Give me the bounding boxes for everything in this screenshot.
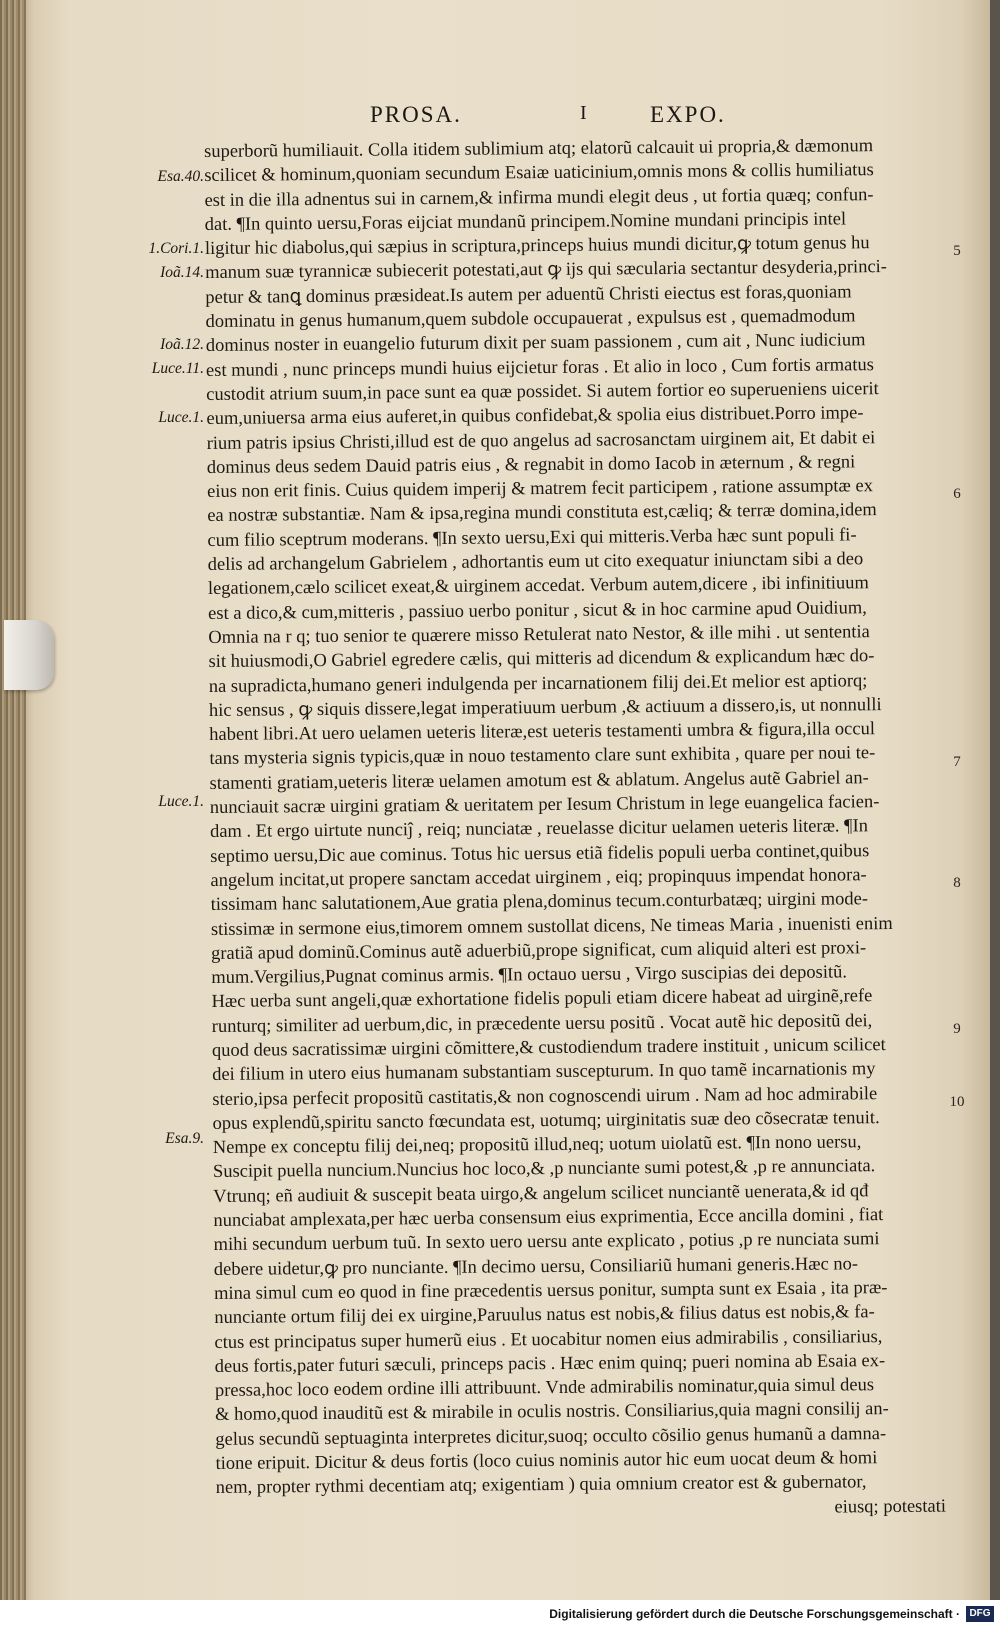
text-line: & homo,quod inauditũ est & mirabile in oculis nostris. Consiliarius,quia magni consilij an- <box>215 1399 889 1426</box>
verse-number: 5 <box>953 243 961 260</box>
text-line: pressa,hoc loco eodem ordine illi attribuunt. Vnde admirabilis nominatur,quia simul deus <box>214 1375 875 1402</box>
text-line: mum.Vergilius,Pugnat cominus armis. ¶In octauo uersu , Virgo suscipias dei depositũ. <box>211 962 848 989</box>
verse-number: 9 <box>953 1020 961 1037</box>
text-line: delis ad archangelum Gabrielem , adhortantis eum ut cito exequatur iniunctam sibi a deo <box>207 549 864 576</box>
text-line: nunciauit sacræ uirgini gratiam & ueritatem per Iesum Christum in lege euangelica facien- <box>209 792 880 818</box>
text-line: dei filium in utero eius humanam substantiam suscepturum. In quo tamẽ incarnationis my <box>212 1059 876 1086</box>
text-line: stamenti gratiam,ueteris literæ uelamen amotum est & ablatum. Angelus autẽ Gabriel an- <box>209 767 869 794</box>
header-right: EXPO. <box>650 102 726 127</box>
text-line: runturq; similiter ad uerbum,dic, in præcedente uersu positũ . Vocat autẽ hic depositũ dei, <box>211 1010 873 1037</box>
text-line: Suscipit puella nuncium.Nuncius hoc loco,& ,p nunciante sumi potest,& ,p re annunciata. <box>212 1156 876 1183</box>
text-line: mina simul cum eo quod in fine præcedentis uersus ponitur, sumpta sunt ex Esaia , ita præ- <box>213 1278 888 1304</box>
text-line: ctus est principatus super humerũ eius . Et uocabitur nomen eius admirabilis , consiliarius, <box>214 1326 883 1353</box>
text-line: dominus noster in euangelio futurum dixit per suam passionem , cum ait , Nunc iudicium <box>205 330 866 357</box>
text-line: eius non erit finis. Cuius quidem imperij & matrem fecit participem , ratione assumptæ ex <box>206 476 873 503</box>
text-line: dat. ¶In quinto uersu,Foras eijciat mundanũ principem.Nomine mundani principis intel <box>204 209 847 235</box>
marginal-citation: Luce.11. <box>151 360 204 378</box>
marginal-citation: 1.Cori.1. <box>148 240 204 258</box>
text-line: ea nostræ substantiæ. Nam & ipsa,regina mundi constituta est,cæliq; & terræ domina,idem <box>207 500 877 527</box>
text-line: na supradicta,humano generi indulgenda per incarnationem filij dei.Et melior est aptiorq; <box>208 670 868 697</box>
text-line: quod deus sacratissimæ uirgini cõmittere,& custodiendum tradere instituit , unicum scilicet <box>211 1035 886 1061</box>
text-line: hic sensus , ꝙ siquis dissere,legat imperatiuum uerbum ,& actiuum a dissero,is, ut nonnulli <box>208 694 882 721</box>
text-line: tans mysteria signis typicis,quæ in nouo testamento clare sunt exhibita , quare per noui te- <box>209 743 876 770</box>
text-line: est a dico,& cum,mitteris , passiuo uerbo ponitur , sicut & in hoc carmine apud Ouidium, <box>208 597 867 624</box>
text-line: ligitur hic diabolus,qui sæpius in scriptura,princeps huius mundi dicitur,ꝙ totum genus hu <box>204 233 870 260</box>
marginal-citation: Luce.1. <box>158 793 204 811</box>
text-line: rium patris ipsius Christi,illud est de quo angelus ad sacrosanctam uirginem ait, Et dabit ei <box>206 427 876 454</box>
bookmark-ribbon <box>4 620 54 690</box>
marginal-citation: Ioã.12. <box>160 336 204 354</box>
text-line: dominus deus sedem Dauid patris eius , & regnabit in domo Iacob in æternum , & regni <box>206 452 856 478</box>
text-line: debere uidetur,ꝙ pro nunciante. ¶In decimo uersu, Consiliariũ humani generis.Hæc no- <box>213 1253 859 1280</box>
marginal-citation: Luce.1. <box>158 408 204 426</box>
text-line: superborũ humiliauit. Colla itidem sublimium atq; elatorũ calcauit ui propria,& dæmonum <box>204 136 874 162</box>
text-line: cum filio sceptrum moderans. ¶In sexto uersu,Exi qui mitteris.Verba hæc sunt populi fi- <box>207 525 857 551</box>
text-line: tione eripuit. Dicitur & deus fortis (loco cuius nominis autor hic eum uocat deum & homi <box>215 1448 878 1474</box>
text-line: manum suæ tyrannicæ subiecerit potestati,aut ꝙ ijs qui sæcularia sectantur desyderia,princi- <box>205 257 888 284</box>
text-line: dominatu in genus humanum,quem subdole occupauerat , expulsus est , quemadmodum <box>205 306 856 333</box>
text-line: mihi secundum uerbum tuũ. In sexto uero uersu ante explicato , potius ,p re nunciata sumi <box>213 1229 880 1256</box>
text-line: dam . Et ergo uirtute nunciĵ , reiq; nunciatæ , reuelasse dicitur uelamen ueteris literæ. ¶In <box>209 816 869 843</box>
header-mid: I <box>580 102 589 124</box>
verse-number: 10 <box>949 1093 965 1110</box>
text-line: Nempe ex conceptu filij dei,neq; propositũ illud,neq; uotum uiolatũ est. ¶In nono uersu, <box>212 1132 862 1159</box>
footer-bar <box>0 1600 1000 1634</box>
text-line: sterio,ipsa perfecit propositũ castitatis,& non cognoscendi uirum . Nam ad hoc admirabile <box>212 1083 878 1110</box>
header-left: PROSA. <box>370 102 462 127</box>
text-line: legationem,cælo scilicet exeat,& uirginem accedat. Verbum autem,dicere , ibi infinitiuum <box>207 573 869 600</box>
dfg-logo: DFG <box>966 1606 994 1622</box>
text-line: nunciante ortum filij dei ex uirgine,Paruulus natus est nobis,& filius datus est nobis,& fa- <box>214 1302 875 1329</box>
text-line: stissimæ in sermone eius,timorem omnem sustollat dicens, Ne timeas Maria , inuenisti enim <box>210 913 893 940</box>
marginal-citation: Ioã.14. <box>160 264 204 282</box>
text-line: est mundi , nunc princeps mundi huius eijcietur foras . Et alio in loco , Cum fortis armatus <box>205 354 875 381</box>
marginal-citation: Esa.9. <box>165 1130 204 1148</box>
text-line: deus fortis,pater futuri sæculi, princeps pacis . Hæc enim quinq; pueri nomina ab Esaia ex- <box>214 1350 886 1377</box>
text-line: nem, propter rythmi decentiam atq; exigentiam ) quia omnium creator est & gubernator, <box>215 1472 867 1499</box>
text-line: custodit atrium suum,in pace sunt ea quæ possidet. Si autem fortior eo superueniens uicerit <box>206 379 879 405</box>
text-line: gratiã apud dominũ.Cominus autẽ aduerbiũ,prope significat, cum aliquid alteri est proxi- <box>211 938 867 964</box>
text-line: sit huiusmodi,O Gabriel egredere cælis, qui mitteris ad dicendum & explicandum hæc do- <box>208 646 875 673</box>
text-line: petur & tanꝗ dominus præsideat.Is autem per aduentũ Christi eiectus est foras,quoniam <box>205 282 852 308</box>
text-line: tissimam hanc salutationem,Aue gratia plena,dominus tecum.conturbatæq; uirgini mode- <box>210 889 869 916</box>
text-line: scilicet & hominum,quoniam secundum Esaiæ uaticinium,omnis mons & collis humiliatus <box>204 160 874 187</box>
text-line: habent libri.At uero uelamen ueteris literæ,est ueteris testamenti umbra & figura,illa occul <box>209 719 876 746</box>
marginal-citation: Esa.40. <box>157 168 204 186</box>
text-line: eum,uniuersa arma eius auferet,in quibus confidebat,& spolia eius distribuet.Porro impe- <box>206 403 864 430</box>
catchword: eiusq; potestati <box>834 1496 947 1518</box>
text-line: Hæc uerba sunt angeli,quæ exhortatione fidelis populi etiam dicere habeat ad uirginẽ,refe <box>211 986 873 1013</box>
text-line: nunciabat amplexata,per hæc uerba consensum eius exprimentia, Ecce ancilla domini , fiat <box>213 1205 884 1232</box>
text-line: angelum incitat,ut propere sanctam accedat uirginem , eiq; propinquus impendat honora- <box>210 865 867 891</box>
page-edge-stack <box>0 0 26 1600</box>
verse-number: 6 <box>953 486 961 503</box>
text-line: opus explendũ,spiritu sancto fœcundata est, uotumq; uirginitatis suæ deo cõsecratæ tenuit. <box>212 1108 880 1134</box>
text-line: Omnia na r q; tuo senior te quærere misso Retulerat nato Nestor, & ille mihi . ut sententia <box>208 622 870 648</box>
text-line: gelus secundũ septuaginta interpretes dicitur,suoq; occulto cõsilio genus humanũ a damna- <box>215 1423 887 1450</box>
running-header <box>370 102 750 132</box>
text-line: est in die illa adnentus sui in carnem,& infirma mundi elegit deus , ut fortia quæq; confun- <box>204 184 874 211</box>
text-line: Vtrunq; eñ audiuit & suscepit beata uirgo,& angelum scilicet nunciantẽ uenerata,& id qđ <box>213 1181 869 1207</box>
text-line: septimo uersu,Dic aue cominus. Totus hic uersus etiã fidelis populi uerba continet,quibus <box>210 840 870 867</box>
body-text <box>204 134 952 1525</box>
verse-number: 8 <box>953 875 961 891</box>
verse-number: 7 <box>953 753 961 770</box>
funding-credit: Digitalisierung gefördert durch die Deutsche Forschungsgemeinschaft · <box>549 1607 960 1621</box>
